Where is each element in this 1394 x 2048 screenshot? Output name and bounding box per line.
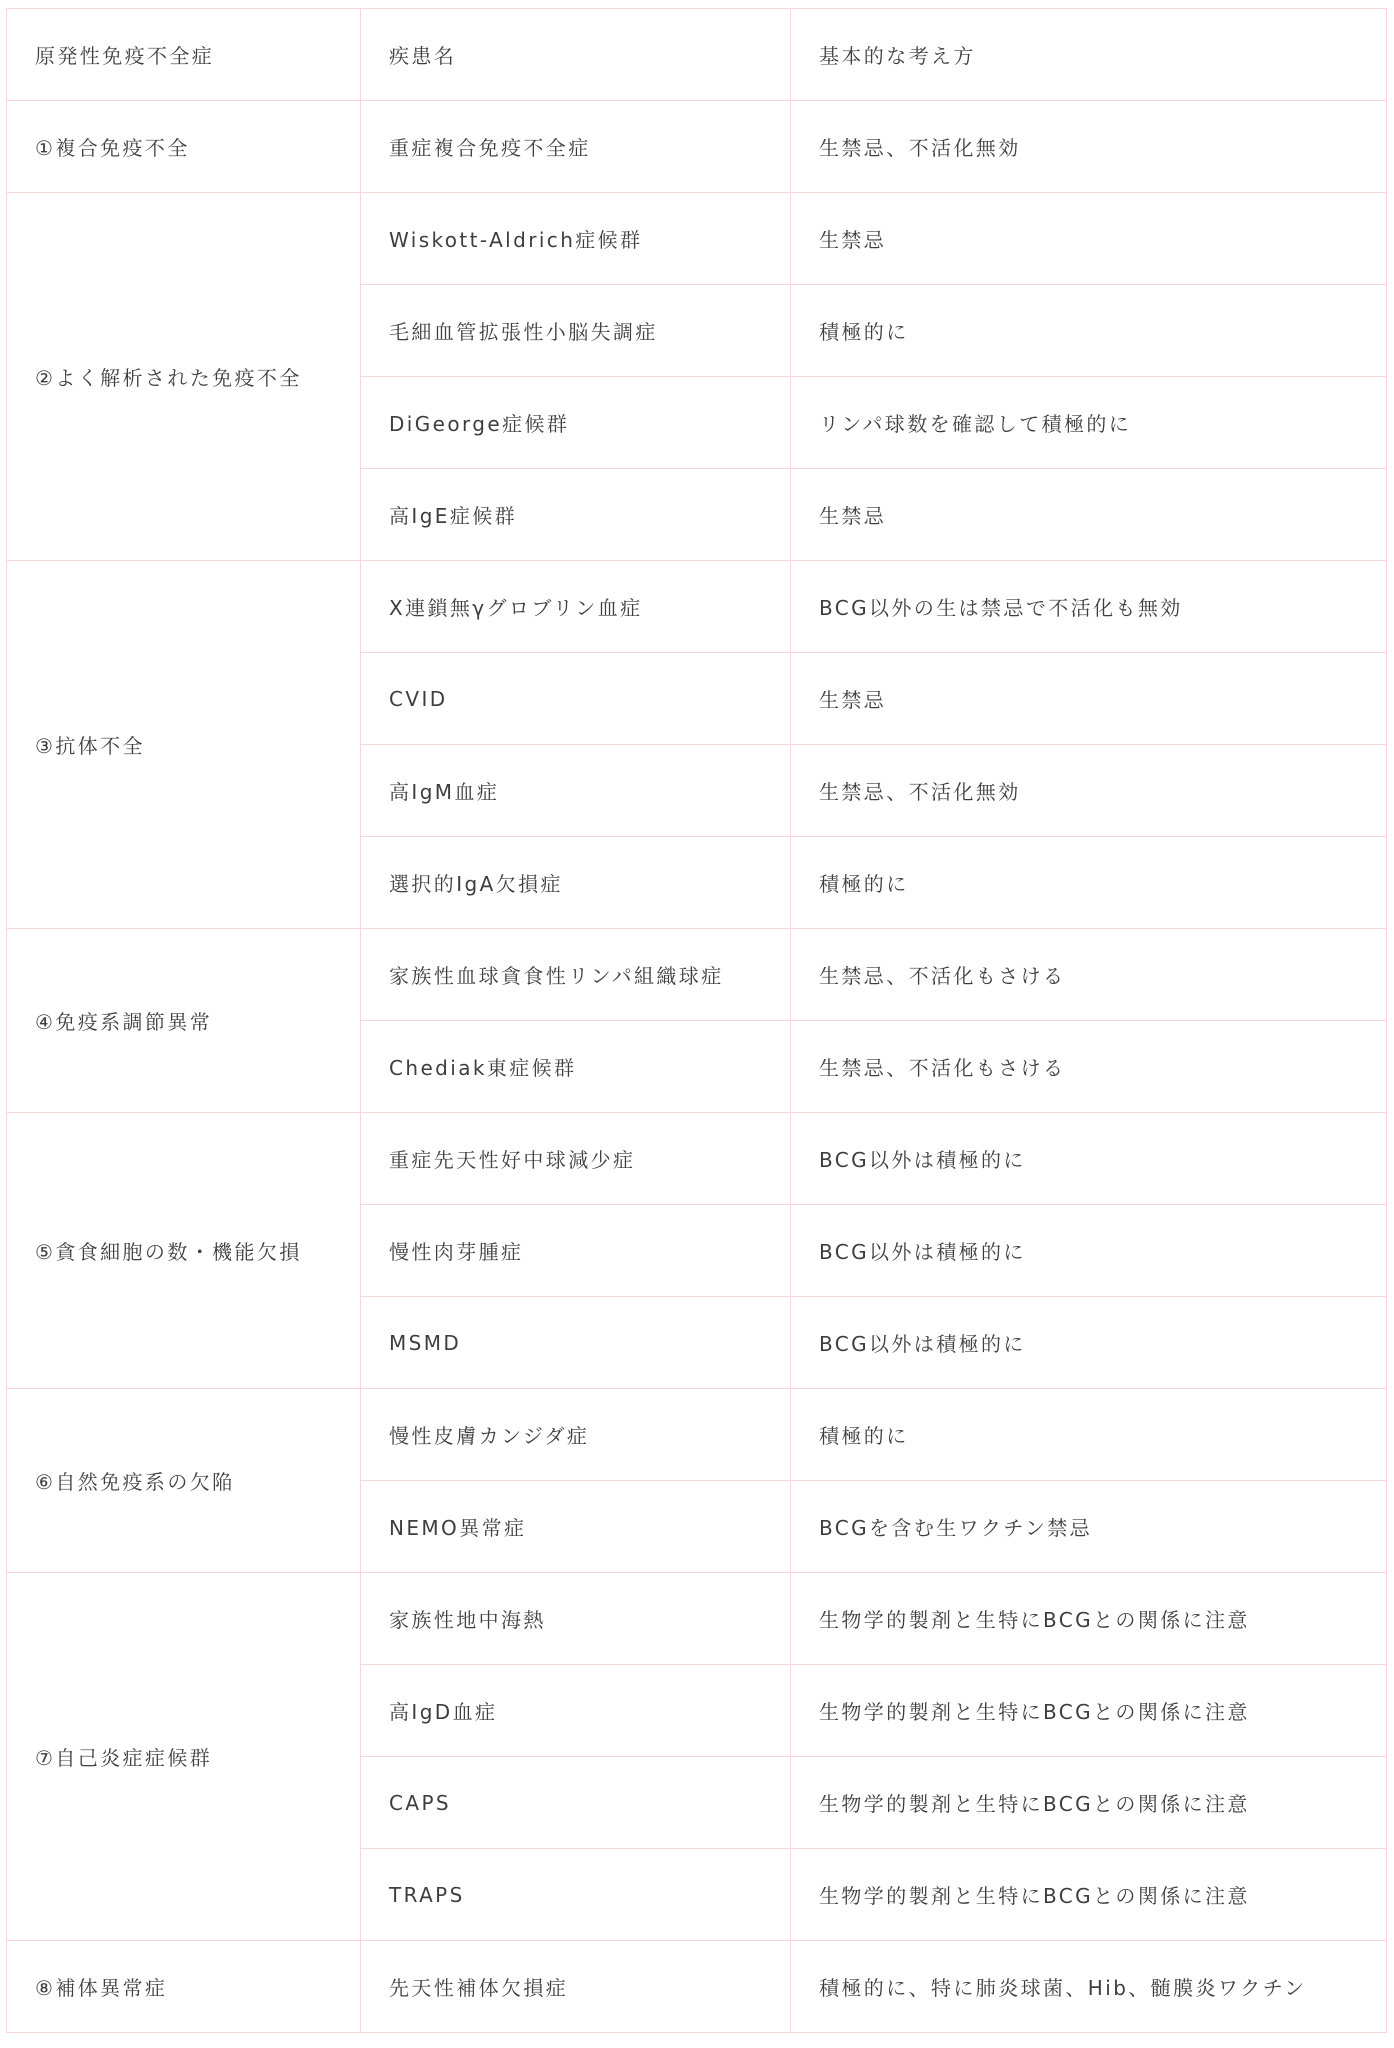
- disease-cell: 高IgD血症: [361, 1665, 791, 1757]
- approach-cell: 生禁忌、不活化無効: [791, 101, 1387, 193]
- table-row: [7, 193, 1387, 285]
- disease-cell: 家族性血球貪食性リンパ組織球症: [361, 929, 791, 1021]
- table-row: [7, 101, 1387, 193]
- disease-cell: 先天性補体欠損症: [361, 1941, 791, 2033]
- approach-cell: BCG以外は積極的に: [791, 1205, 1387, 1297]
- disease-cell: X連鎖無γグロブリン血症: [361, 561, 791, 653]
- approach-cell: 生禁忌、不活化もさける: [791, 1021, 1387, 1113]
- disease-cell: DiGeorge症候群: [361, 377, 791, 469]
- approach-cell: 生物学的製剤と生特にBCGとの関係に注意: [791, 1757, 1387, 1849]
- approach-cell: 生禁忌: [791, 469, 1387, 561]
- approach-cell: 生禁忌、不活化もさける: [791, 929, 1387, 1021]
- disease-cell: Wiskott-Aldrich症候群: [361, 193, 791, 285]
- header-category: 原発性免疫不全症: [7, 9, 361, 101]
- approach-cell: 生禁忌: [791, 653, 1387, 745]
- immunodeficiency-vaccine-table: [6, 8, 1387, 2033]
- approach-cell: BCG以外の生は禁忌で不活化も無効: [791, 561, 1387, 653]
- approach-cell: 生物学的製剤と生特にBCGとの関係に注意: [791, 1665, 1387, 1757]
- table-row: [7, 1941, 1387, 2033]
- approach-cell: 生禁忌、不活化無効: [791, 745, 1387, 837]
- approach-cell: 生物学的製剤と生特にBCGとの関係に注意: [791, 1573, 1387, 1665]
- category-cell: ③抗体不全: [7, 561, 361, 929]
- disease-cell: NEMO異常症: [361, 1481, 791, 1573]
- table-row: [7, 1573, 1387, 1665]
- approach-cell: リンパ球数を確認して積極的に: [791, 377, 1387, 469]
- approach-cell: 積極的に: [791, 837, 1387, 929]
- table-row: [7, 1113, 1387, 1205]
- disease-cell: 高IgM血症: [361, 745, 791, 837]
- category-cell: ④免疫系調節異常: [7, 929, 361, 1113]
- disease-cell: 高IgE症候群: [361, 469, 791, 561]
- approach-cell: BCGを含む生ワクチン禁忌: [791, 1481, 1387, 1573]
- header-disease: 疾患名: [361, 9, 791, 101]
- category-cell: ⑦自己炎症症候群: [7, 1573, 361, 1941]
- category-cell: ⑧補体異常症: [7, 1941, 361, 2033]
- header-row: [7, 9, 1387, 101]
- table-row: [7, 929, 1387, 1021]
- category-cell: ②よく解析された免疫不全: [7, 193, 361, 561]
- table-body: [7, 101, 1387, 2033]
- approach-cell: 積極的に、特に肺炎球菌、Hib、髄膜炎ワクチン: [791, 1941, 1387, 2033]
- disease-cell: CVID: [361, 653, 791, 745]
- category-cell: ①複合免疫不全: [7, 101, 361, 193]
- disease-cell: 重症先天性好中球減少症: [361, 1113, 791, 1205]
- category-cell: ⑤貪食細胞の数・機能欠損: [7, 1113, 361, 1389]
- approach-cell: BCG以外は積極的に: [791, 1113, 1387, 1205]
- approach-cell: 生物学的製剤と生特にBCGとの関係に注意: [791, 1849, 1387, 1941]
- disease-cell: TRAPS: [361, 1849, 791, 1941]
- table-row: [7, 1389, 1387, 1481]
- approach-cell: 積極的に: [791, 1389, 1387, 1481]
- disease-cell: MSMD: [361, 1297, 791, 1389]
- approach-cell: 積極的に: [791, 285, 1387, 377]
- disease-cell: CAPS: [361, 1757, 791, 1849]
- disease-cell: 慢性肉芽腫症: [361, 1205, 791, 1297]
- disease-cell: 慢性皮膚カンジダ症: [361, 1389, 791, 1481]
- disease-cell: Chediak東症候群: [361, 1021, 791, 1113]
- disease-cell: 家族性地中海熱: [361, 1573, 791, 1665]
- disease-cell: 選択的IgA欠損症: [361, 837, 791, 929]
- disease-cell: 重症複合免疫不全症: [361, 101, 791, 193]
- approach-cell: BCG以外は積極的に: [791, 1297, 1387, 1389]
- disease-cell: 毛細血管拡張性小脳失調症: [361, 285, 791, 377]
- table-row: [7, 561, 1387, 653]
- immunodeficiency-table-container: [6, 8, 1386, 2033]
- header-approach: 基本的な考え方: [791, 9, 1387, 101]
- category-cell: ⑥自然免疫系の欠陥: [7, 1389, 361, 1573]
- approach-cell: 生禁忌: [791, 193, 1387, 285]
